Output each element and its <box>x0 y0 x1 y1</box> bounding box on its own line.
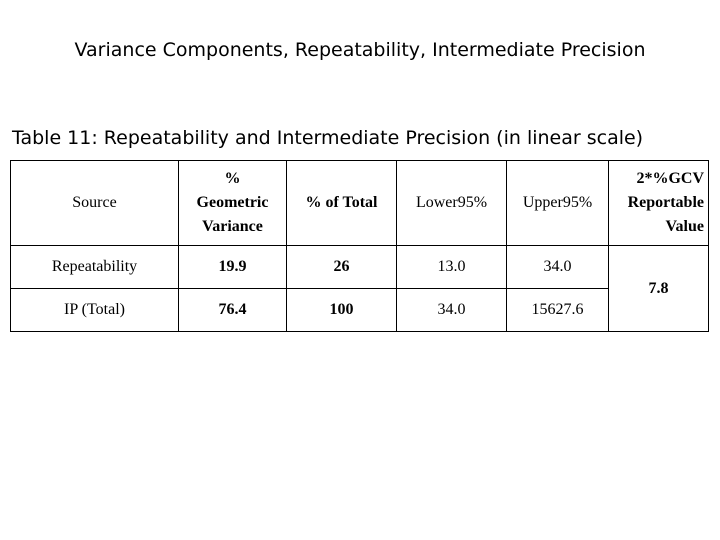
header-gcv-line-1: 2*%GCV <box>636 170 704 187</box>
header-gcv-line-3: Value <box>665 218 704 235</box>
slide-title: Variance Components, Repeatability, Intermediate Precision <box>74 39 646 61</box>
table-row <box>11 289 709 332</box>
cell-lower95: 34.0 <box>397 289 507 332</box>
header-source: Source <box>11 161 179 246</box>
cell-source: IP (Total) <box>11 289 179 332</box>
cell-geometric-variance: 76.4 <box>179 289 287 332</box>
header-geometric-variance-line-1: % <box>224 170 241 187</box>
cell-upper95: 34.0 <box>507 246 609 289</box>
header-geometric-variance-line-2: Geometric <box>196 194 269 211</box>
cell-upper95: 15627.6 <box>507 289 609 332</box>
cell-pct-total: 100 <box>287 289 397 332</box>
table-row <box>11 246 709 289</box>
header-gcv-line-2: Reportable <box>627 194 704 211</box>
header-geometric-variance <box>179 161 287 246</box>
cell-reportable-value: 7.8 <box>609 246 709 332</box>
precision-table <box>10 160 709 332</box>
table-caption: Table 11: Repeatability and Intermediate Precision (in linear scale) <box>12 127 644 149</box>
cell-lower95: 13.0 <box>397 246 507 289</box>
cell-geometric-variance: 19.9 <box>179 246 287 289</box>
header-upper95: Upper95% <box>507 161 609 246</box>
cell-pct-total: 26 <box>287 246 397 289</box>
header-pct-total: % of Total <box>287 161 397 246</box>
header-gcv-reportable <box>609 161 709 246</box>
header-lower95: Lower95% <box>397 161 507 246</box>
cell-source: Repeatability <box>11 246 179 289</box>
header-geometric-variance-line-3: Variance <box>202 218 263 235</box>
header-row <box>11 161 709 246</box>
